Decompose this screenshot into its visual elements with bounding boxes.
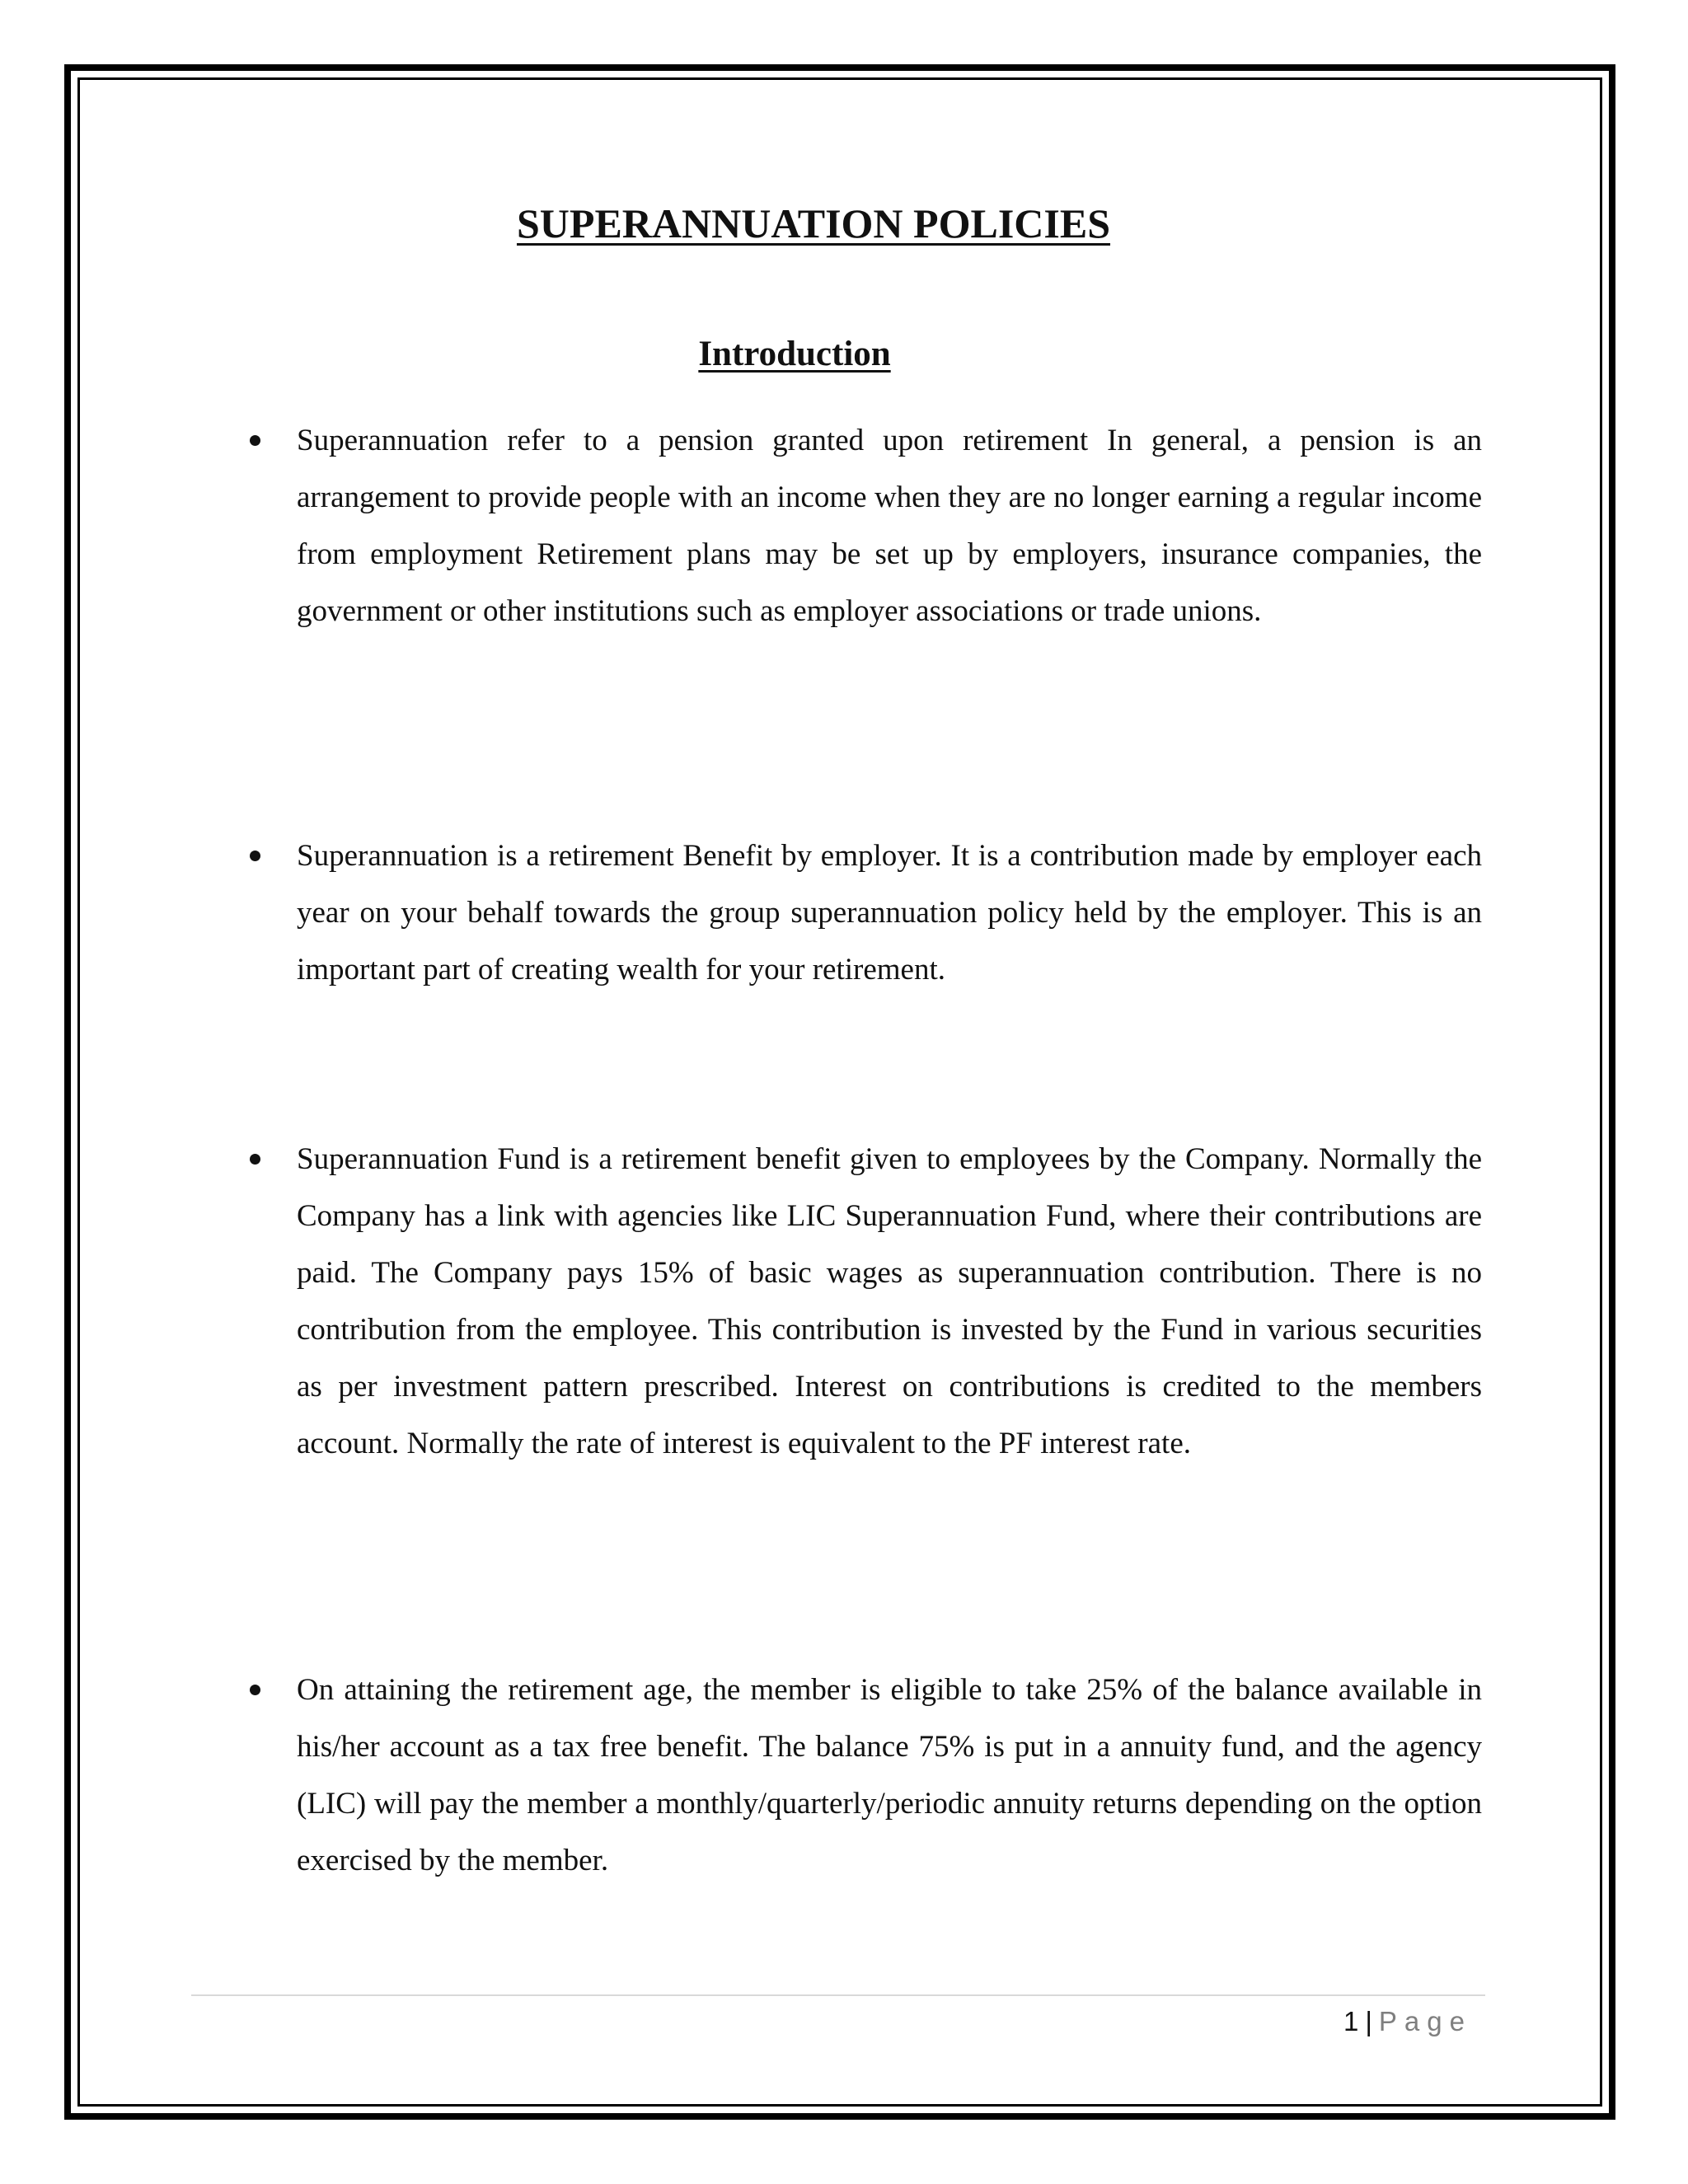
bullet-text: Superannuation Fund is a retirement benefit given to employees by the Company. Normally the Company has a link with agencies like LIC Superannuation Fund, where their contributions are paid. The Company pays 15% of basic wages as superannuation contribution. There is no contribution from the employee. This contribution is invested by the Fund in various securities as per investment pattern prescribed. Interest on contributions is credited to the members account. Normally the rate of interest is equivalent to the PF interest rate.	[297, 1142, 1482, 1460]
section-heading-introduction: Introduction	[698, 335, 891, 373]
bullet-text: Superannuation is a retirement Benefit by employer. It is a contribution made by employer each year on your behalf towards the group superannuation policy held by the employer. This is an important part of creating wealth for your retirement.	[297, 839, 1482, 987]
bullet-text: On attaining the retirement age, the member is eligible to take 25% of the balance available in his/her account as a tax free benefit. The balance 75% is put in a annuity fund, and the agency (LIC) will pay the member a monthly/quarterly/periodic annuity returns depending on the option exercised by the member.	[297, 1673, 1482, 1877]
bullet-item	[297, 412, 1482, 640]
bullet-icon	[250, 851, 260, 861]
footer-divider	[191, 1994, 1485, 1996]
footer-separator: |	[1365, 2006, 1372, 2036]
page-label: Page	[1378, 2006, 1472, 2036]
bullet-item	[297, 827, 1482, 998]
bullet-item	[297, 1131, 1482, 1472]
document-title: SUPERANNUATION POLICIES	[516, 200, 1111, 246]
page-footer	[1343, 2001, 1472, 2042]
page-number: 1	[1343, 2006, 1359, 2036]
bullet-item	[297, 1661, 1482, 1889]
bullet-icon	[250, 435, 260, 446]
bullet-icon	[250, 1685, 260, 1695]
bullet-icon	[250, 1154, 260, 1165]
bullet-text: Superannuation refer to a pension granted upon retirement In general, a pension is an arrangement to provide people with an income when they are no longer earning a regular income from employment Retirement plans may be set up by employers, insurance companies, the government or other institutions such as employer associations or trade unions.	[297, 424, 1482, 628]
